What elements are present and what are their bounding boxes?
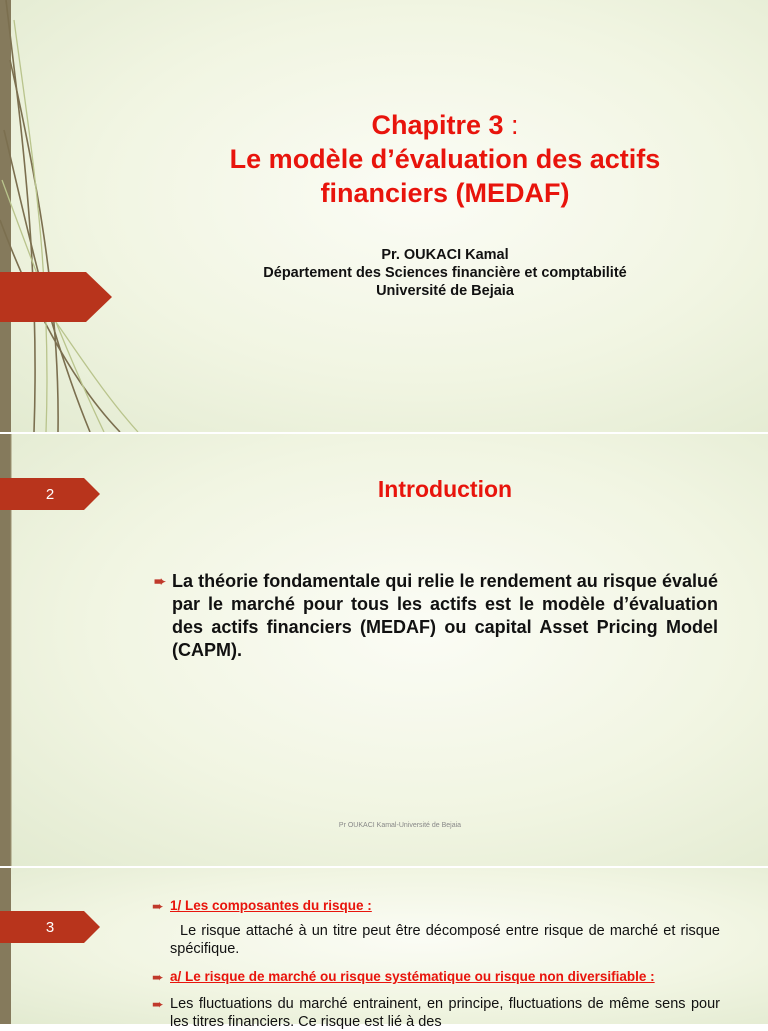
arrow-bullet-icon: ➨ xyxy=(152,898,164,914)
arrow-bullet-icon: ➨ xyxy=(152,969,164,985)
title-line-2: Le modèle d’évaluation des actifs xyxy=(229,144,661,174)
slide-number-tag xyxy=(0,911,100,943)
title-line-3: financiers (MEDAF) xyxy=(320,178,570,208)
department-name: Département des Sciences financière et comptabilité xyxy=(263,265,627,281)
author-block xyxy=(120,246,768,300)
intro-paragraph: La théorie fondamentale qui relie le rendement au risque évalué par le marché pour tous les actifs est le modèle d’évaluation des actifs financiers (MEDAF) ou capital Asset Pricing Model (CAPM). xyxy=(172,571,718,660)
arrow-bullet-icon: ➨ xyxy=(154,573,166,589)
frond-decoration xyxy=(0,0,140,432)
slide-footer: Pr OUKACI Kamal-Université de Bejaia xyxy=(338,822,462,829)
intro-body xyxy=(154,570,718,662)
slide-marker xyxy=(0,272,112,322)
heading-risk-components: ➨ 1/ Les composantes du risque : xyxy=(152,898,372,914)
heading-market-risk: ➨ a/ Le risque de marché ou risque systématique ou risque non diversifiable : xyxy=(152,969,655,985)
slide-number: 3 xyxy=(45,918,55,936)
university-name: Université de Bejaia xyxy=(376,283,514,299)
slide-title xyxy=(0,0,768,432)
title-chapter: Chapitre 3 xyxy=(371,110,504,140)
side-band xyxy=(0,868,11,1024)
slide-number: 2 xyxy=(45,485,55,503)
slide-number-tag xyxy=(0,478,100,510)
title-colon: : xyxy=(503,110,519,140)
paragraph-market-fluctuations: ➨ Les fluctuations du marché entrainent, en principe, fluctuations de même sens pour les titres financiers. Ce risque est lié à des xyxy=(152,996,720,1030)
author-name: Pr. OUKACI Kamal xyxy=(381,247,509,263)
slide-title-text xyxy=(120,108,768,210)
arrow-bullet-icon: ➨ xyxy=(152,996,164,1012)
paragraph-risk-decomposition: Le risque attaché à un titre peut être décomposé entre risque de marché et risque spécifique. xyxy=(170,923,720,957)
intro-title: Introduction xyxy=(377,476,513,502)
